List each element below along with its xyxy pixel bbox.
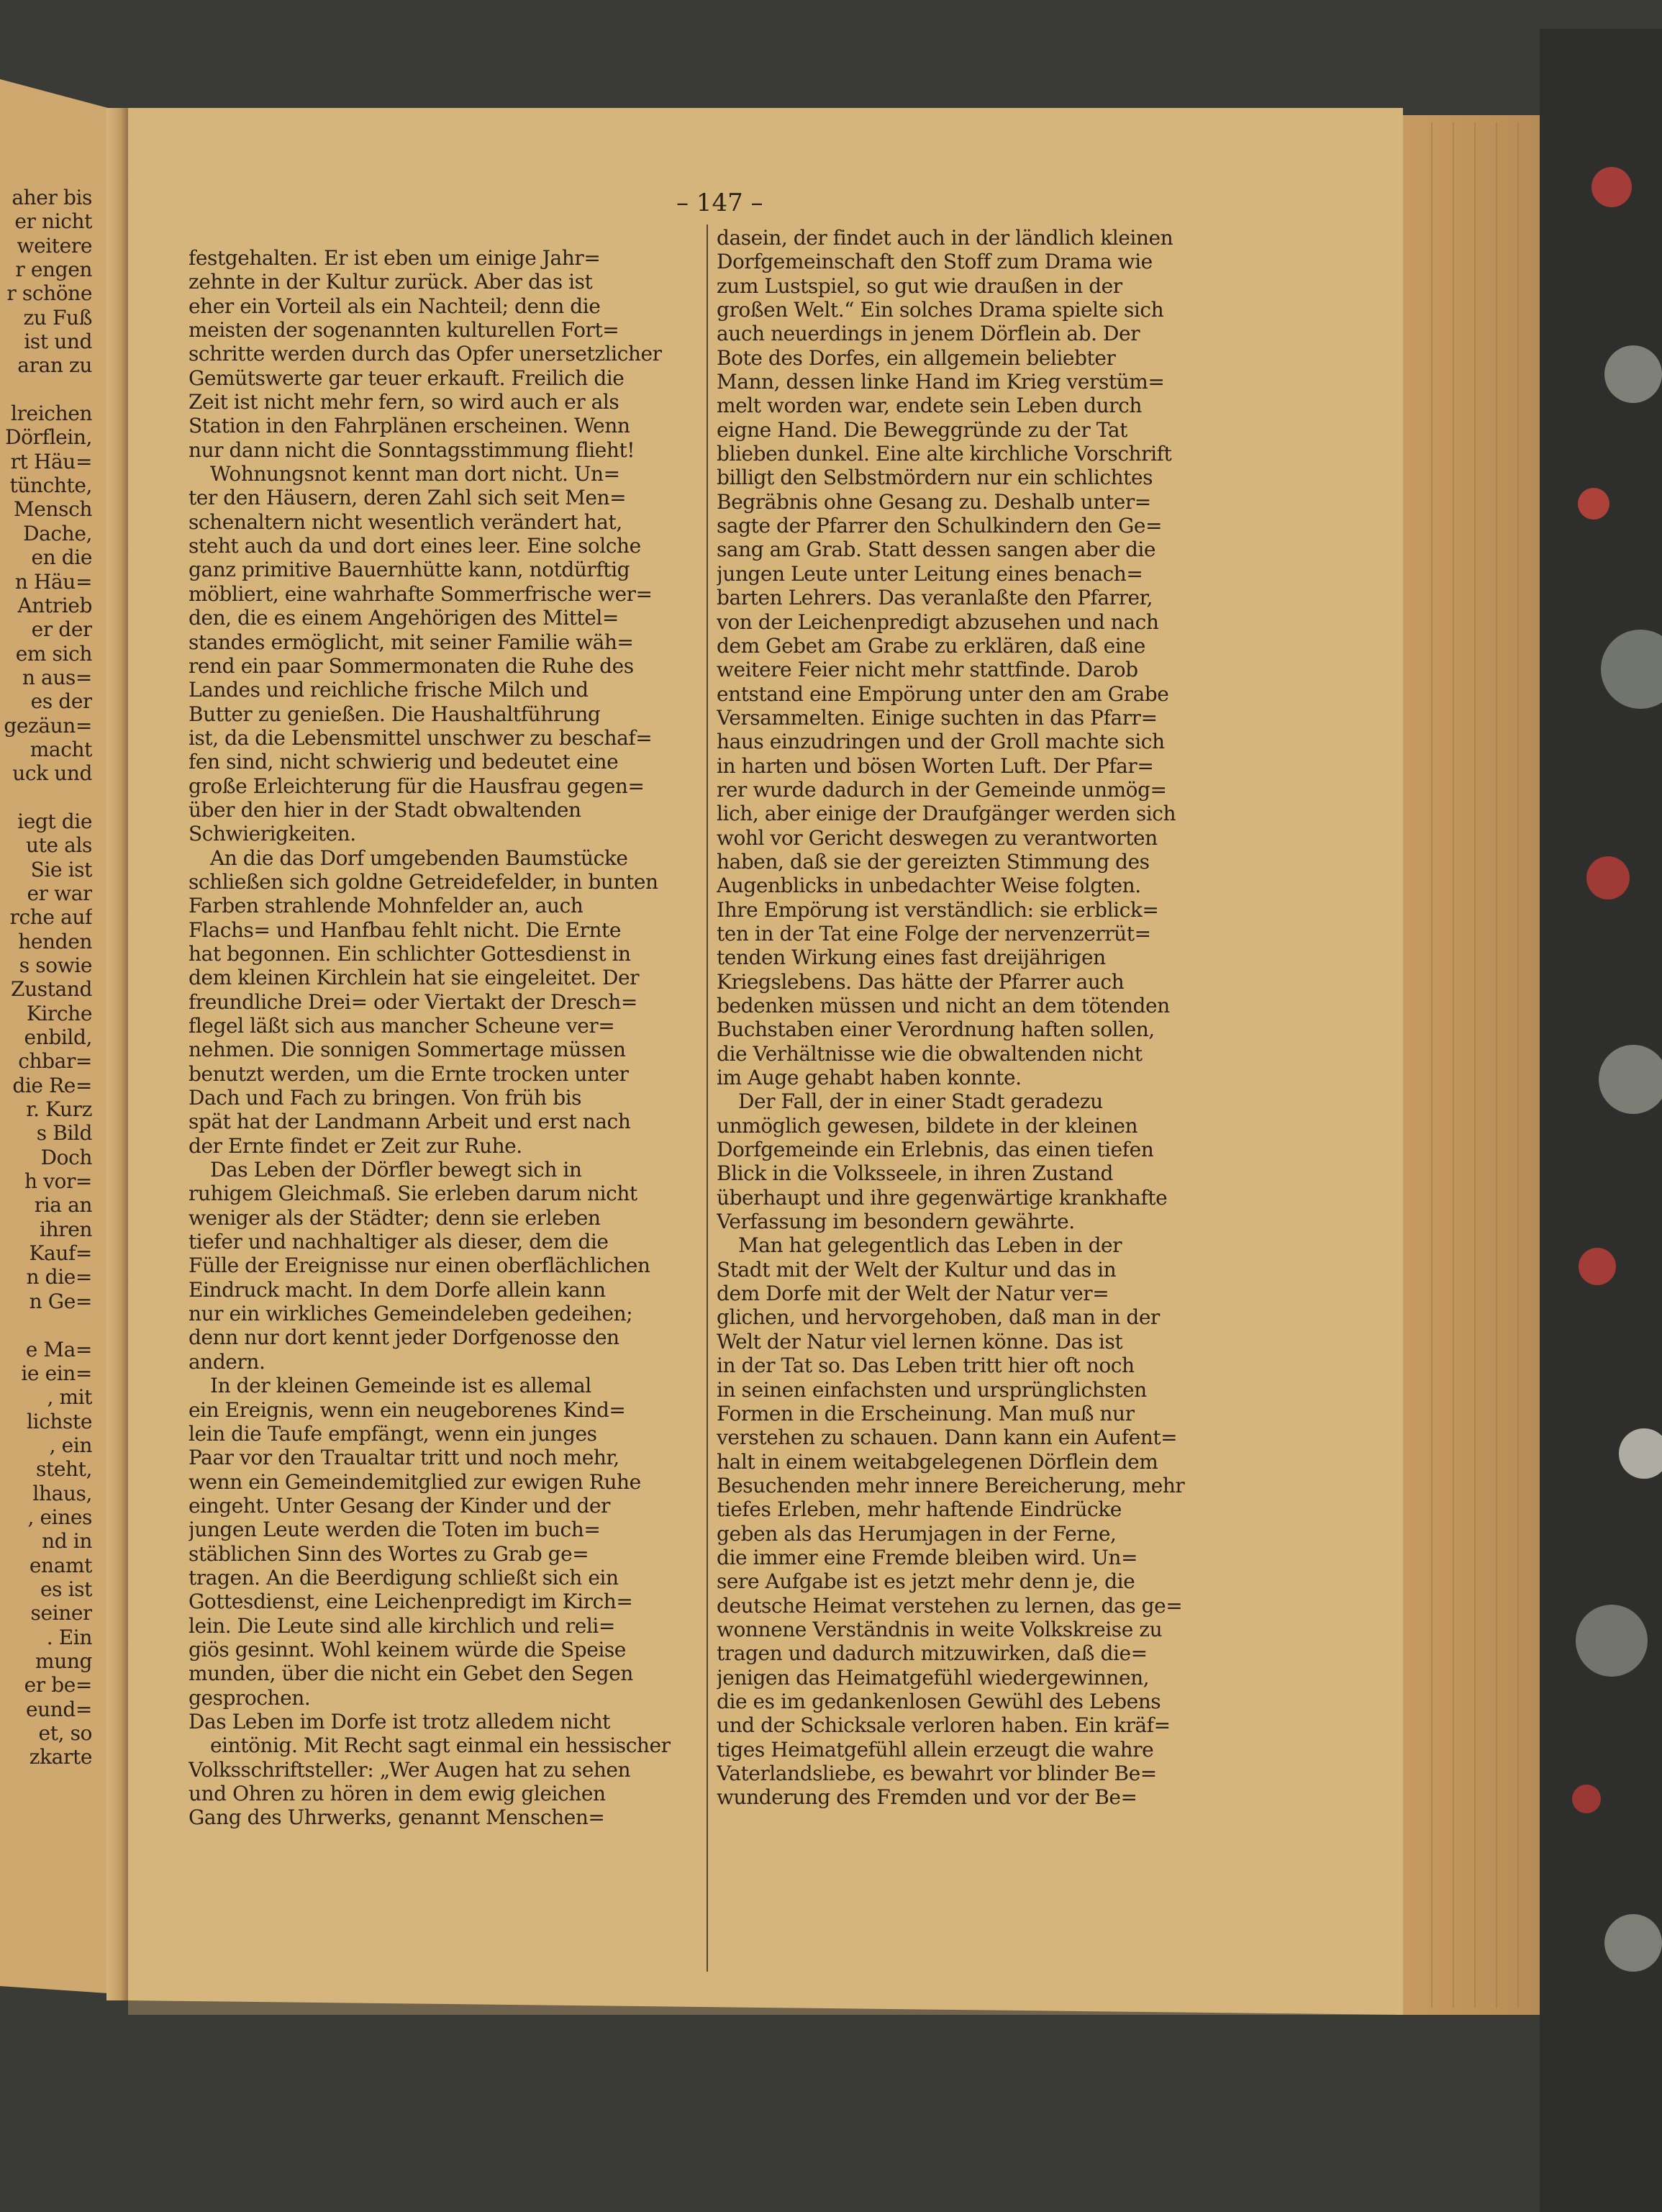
- text-line: wunderung des Fremden und vor der Be=: [717, 1785, 1137, 1810]
- text-line: Das Leben der Dörfler bewegt sich in: [210, 1158, 582, 1182]
- text-line: gesprochen.: [189, 1685, 311, 1710]
- text-line: Eindruck macht. In dem Dorfe allein kann: [189, 1277, 606, 1302]
- text-line: überhaupt und ihre gegenwärtige krankhafte: [717, 1185, 1168, 1210]
- text-line: die es im gedankenlosen Gewühl des Lebens: [717, 1689, 1161, 1713]
- text-line: über den hier in der Stadt obwaltenden: [189, 797, 581, 822]
- text-line: lich, aber einige der Draufgänger werden sich: [717, 802, 1176, 826]
- text-line: Landes und reichliche frische Milch und: [189, 678, 589, 702]
- text-line: Flachs= und Hanfbau fehlt nicht. Die Ernte: [189, 917, 621, 942]
- text-line: weitere: [17, 233, 92, 258]
- text-line: dem kleinen Kirchlein hat sie eingeleitet. Der: [189, 966, 640, 990]
- text-line: er war: [27, 881, 92, 905]
- text-line: An die das Dorf umgebenden Baumstücke: [210, 846, 628, 870]
- text-line: [0, 378, 92, 402]
- text-line: Gemütswerte gar teuer erkauft. Freilich die: [189, 366, 625, 390]
- text-line: uck und: [12, 761, 92, 786]
- text-line: von der Leichenpredigt abzusehen und nach: [717, 609, 1159, 634]
- text-line: Schwierigkeiten.: [189, 822, 356, 846]
- text-line: die Verhältnisse wie die obwaltenden nicht: [717, 1041, 1143, 1066]
- text-line: er be=: [24, 1673, 92, 1697]
- text-line: Vaterlandsliebe, es bewahrt vor blinder Be=: [717, 1762, 1157, 1785]
- text-line: chbar=: [18, 1049, 92, 1074]
- text-line: n Häu=: [14, 569, 92, 594]
- text-column-right: [717, 226, 1246, 1982]
- text-line: tünchte,: [9, 473, 92, 498]
- text-line: ruhigem Gleichmaß. Sie erleben darum nicht: [189, 1182, 637, 1206]
- text-line: Kauf=: [29, 1241, 92, 1266]
- text-line: Gottesdienst, eine Leichenpredigt im Kirch=: [189, 1590, 633, 1614]
- text-line: bedenken müssen und nicht an dem tötenden: [717, 994, 1170, 1017]
- text-line: halt in einem weitabgelegenen Dörflein dem: [717, 1449, 1158, 1474]
- text-line: in seinen einfachsten und ursprünglichsten: [717, 1377, 1147, 1402]
- text-line: Man hat gelegentlich das Leben in der: [738, 1233, 1122, 1258]
- text-line: benutzt werden, um die Ernte trocken unter: [189, 1061, 629, 1086]
- text-line: in harten und bösen Worten Luft. Der Pfar=: [717, 753, 1154, 778]
- text-line: . Ein: [46, 1625, 92, 1649]
- text-line: dem Dorfe mit der Welt der Natur ver=: [717, 1282, 1109, 1306]
- text-line: tragen und dadurch mitzuwirken, daß die=: [717, 1641, 1148, 1666]
- text-line: Der Fall, der in einer Stadt geradezu: [738, 1089, 1103, 1114]
- text-line: Farben strahlende Mohnfelder an, auch: [189, 894, 583, 918]
- text-line: in der Tat so. Das Leben tritt hier oft noch: [717, 1354, 1135, 1378]
- text-line: r engen: [15, 258, 92, 282]
- text-line: Verfassung im besondern gewährte.: [717, 1210, 1075, 1234]
- text-line: standes ermöglicht, mit seiner Familie wäh=: [189, 630, 634, 654]
- text-line: großen Welt.“ Ein solches Drama spielte sich: [717, 298, 1164, 322]
- text-line: ie ein=: [21, 1361, 92, 1385]
- text-line: eingeht. Unter Gesang der Kinder und der: [189, 1493, 610, 1518]
- text-line: Stadt mit der Welt der Kultur und das in: [717, 1257, 1117, 1282]
- text-line: e Ma=: [25, 1337, 92, 1361]
- text-line: [0, 786, 92, 810]
- text-line: steht,: [36, 1457, 92, 1482]
- text-line: schenaltern nicht wesentlich verändert hat,: [189, 509, 622, 534]
- text-line: dasein, der findet auch in der ländlich kleinen: [717, 226, 1173, 250]
- text-line: Gang des Uhrwerks, genannt Menschen=: [189, 1805, 605, 1830]
- text-line: spät hat der Landmann Arbeit und erst nach: [189, 1110, 631, 1134]
- text-line: glichen, und hervorgehoben, daß man in der: [717, 1305, 1160, 1330]
- text-line: Augenblicks in unbedachter Weise folgten.: [717, 874, 1141, 898]
- text-line: em sich: [15, 641, 92, 666]
- text-line: entstand eine Empörung unter den am Grabe: [717, 681, 1169, 706]
- text-line: nd in: [42, 1529, 92, 1554]
- text-line: es ist: [40, 1577, 92, 1601]
- text-line: mung: [35, 1649, 92, 1673]
- text-line: und Ohren zu hören in dem ewig gleichen: [189, 1782, 606, 1805]
- text-line: jungen Leute werden die Toten im buch=: [189, 1518, 601, 1542]
- text-line: Bote des Dorfes, ein allgemein beliebter: [717, 345, 1116, 370]
- text-line: billigt den Selbstmördern nur ein schlichtes: [717, 466, 1153, 490]
- text-line: n Ge=: [29, 1289, 92, 1313]
- text-line: tiefer und nachhaltiger als dieser, dem die: [189, 1230, 609, 1254]
- text-line: festgehalten. Er ist eben um einige Jahr=: [189, 246, 601, 270]
- text-line: lreichen: [11, 402, 92, 426]
- text-line: tragen. An die Beerdigung schließt sich ein: [189, 1565, 619, 1590]
- text-line: Station in den Fahrplänen erscheinen. Wenn: [189, 414, 630, 438]
- text-line: Dach und Fach zu bringen. Von früh bis: [189, 1086, 582, 1110]
- text-line: ihren: [40, 1217, 92, 1241]
- text-line: Zeit ist nicht mehr fern, so wird auch er als: [189, 390, 619, 414]
- text-line: aran zu: [17, 353, 92, 378]
- text-line: Dörflein,: [5, 425, 92, 450]
- text-line: rend ein paar Sommermonaten die Ruhe des: [189, 653, 634, 678]
- text-line: eintönig. Mit Recht sagt einmal ein hessischer: [210, 1733, 671, 1758]
- text-line: die immer eine Fremde bleiben wird. Un=: [717, 1545, 1138, 1569]
- text-line: Kriegslebens. Das hätte der Pfarrer auch: [717, 969, 1125, 994]
- text-line: sang am Grab. Statt dessen sangen aber die: [717, 538, 1156, 562]
- text-line: sagte der Pfarrer den Schulkindern den Ge=: [717, 514, 1163, 538]
- text-line: Dorfgemeinschaft den Stoff zum Drama wie: [717, 250, 1153, 274]
- text-line: weitere Feier nicht mehr stattfinde. Darob: [717, 658, 1138, 682]
- text-line: eund=: [25, 1697, 92, 1721]
- text-line: enbild,: [24, 1025, 92, 1050]
- text-line: lhaus,: [32, 1481, 92, 1505]
- text-line: Kirche: [26, 1001, 92, 1025]
- text-line: tenden Wirkung eines fast dreijährigen: [717, 946, 1106, 970]
- text-line: Welt der Natur viel lernen könne. Das ist: [717, 1329, 1123, 1354]
- text-line: Buchstaben einer Verordnung haften sollen,: [717, 1017, 1155, 1042]
- text-line: n die=: [26, 1265, 92, 1289]
- text-line: flegel läßt sich aus mancher Scheune ver=: [189, 1014, 615, 1038]
- text-line: Ihre Empörung ist verständlich: sie erblick=: [717, 897, 1159, 922]
- text-line: Volksschriftsteller: „Wer Augen hat zu sehen: [189, 1757, 631, 1782]
- text-line: , eines: [27, 1505, 92, 1529]
- text-line: zehnte in der Kultur zurück. Aber das ist: [189, 270, 593, 294]
- text-line: wenn ein Gemeindemitglied zur ewigen Ruhe: [189, 1469, 641, 1494]
- text-line: [0, 1313, 92, 1337]
- text-line: Wohnungsnot kennt man dort nicht. Un=: [210, 462, 620, 486]
- text-line: blieben dunkel. Eine alte kirchliche Vorschrift: [717, 442, 1172, 466]
- text-line: die Re=: [12, 1073, 92, 1097]
- page-number: – 147 –: [676, 189, 763, 217]
- text-line: s sowie: [19, 953, 92, 977]
- text-line: nur dann nicht die Sonntagsstimmung flieht!: [189, 438, 635, 462]
- text-line: zkarte: [29, 1745, 92, 1769]
- text-line: freundliche Drei= oder Viertakt der Dresch=: [189, 989, 637, 1014]
- text-line: große Erleichterung für die Hausfrau gegen=: [189, 774, 645, 798]
- text-line: s Bild: [36, 1121, 92, 1146]
- text-line: im Auge gehabt haben konnte.: [717, 1066, 1022, 1090]
- text-line: seiner: [30, 1601, 92, 1626]
- text-line: verstehen zu schauen. Dann kann ein Aufent=: [717, 1425, 1178, 1450]
- text-line: er nicht: [14, 209, 92, 234]
- text-line: giös gesinnt. Wohl keinem würde die Speise: [189, 1637, 626, 1662]
- previous-page-column: [0, 186, 92, 1956]
- text-line: ten in der Tat eine Folge der nervenzerrüt=: [717, 921, 1151, 946]
- text-line: nur ein wirkliches Gemeindeleben gedeihen;: [189, 1302, 633, 1326]
- text-line: es der: [30, 689, 92, 714]
- text-line: Mensch: [14, 497, 92, 522]
- text-line: r schöne: [6, 281, 92, 306]
- text-line: Antrieb: [17, 593, 92, 617]
- text-line: melt worden war, endete sein Leben durch: [717, 394, 1142, 418]
- text-line: ria an: [34, 1193, 92, 1218]
- text-line: Besuchenden mehr innere Bereicherung, mehr: [717, 1473, 1185, 1497]
- text-line: jungen Leute unter Leitung eines benach=: [717, 561, 1143, 586]
- text-line: Blick in die Volksseele, in ihren Zustand: [717, 1161, 1113, 1186]
- text-line: meisten der sogenannten kulturellen Fort=: [189, 318, 619, 343]
- text-line: denn nur dort kennt jeder Dorfgenosse den: [189, 1325, 619, 1350]
- text-line: , mit: [47, 1385, 92, 1410]
- text-line: n aus=: [22, 665, 92, 689]
- text-line: Versammelten. Einige suchten in das Pfarr=: [717, 705, 1158, 730]
- text-line: Das Leben im Dorfe ist trotz alledem nicht: [189, 1709, 610, 1733]
- text-line: fen sind, nicht schwierig und bedeutet eine: [189, 750, 619, 774]
- text-line: Butter zu genießen. Die Haushaltführung: [189, 702, 601, 726]
- text-line: eigne Hand. Die Beweggründe zu der Tat: [717, 417, 1127, 442]
- text-line: eher ein Vorteil als ein Nachteil; denn die: [189, 294, 601, 318]
- text-line: en die: [31, 545, 92, 570]
- text-line: möbliert, eine wahrhafte Sommerfrische wer=: [189, 581, 653, 606]
- text-line: hat begonnen. Ein schlichter Gottesdienst in: [189, 941, 631, 966]
- text-line: Fülle der Ereignisse nur einen oberflächlichen: [189, 1254, 650, 1278]
- text-line: ist, da die Lebensmittel unschwer zu beschaf=: [189, 725, 653, 750]
- text-line: et, so: [38, 1721, 92, 1745]
- text-line: zu Fuß: [23, 305, 92, 330]
- text-line: unmöglich gewesen, bildete in der kleinen: [717, 1113, 1138, 1138]
- text-line: rt Häu=: [10, 449, 92, 473]
- text-line: haben, daß sie der gereizten Stimmung des: [717, 849, 1150, 874]
- text-line: Doch: [40, 1145, 92, 1169]
- text-line: zum Lustspiel, so gut wie draußen in der: [717, 273, 1122, 298]
- text-line: tiefes Erleben, mehr haftende Eindrücke: [717, 1497, 1122, 1522]
- text-line: weniger als der Städter; denn sie erleben: [189, 1205, 601, 1230]
- text-line: der Ernte findet er Zeit zur Ruhe.: [189, 1133, 522, 1158]
- text-line: Mann, dessen linke Hand im Krieg verstüm=: [717, 370, 1165, 394]
- text-line: munden, über die nicht ein Gebet den Segen: [189, 1662, 633, 1686]
- text-line: gezäun=: [4, 713, 92, 738]
- text-line: r. Kurz: [26, 1097, 92, 1122]
- text-line: In der kleinen Gemeinde ist es allemal: [210, 1374, 591, 1398]
- text-line: nehmen. Die sonnigen Sommertage müssen: [189, 1038, 626, 1062]
- text-line: jenigen das Heimatgefühl wiedergewinnen,: [717, 1665, 1150, 1690]
- text-column-left: [189, 246, 701, 2002]
- text-line: lein. Die Leute sind alle kirchlich und reli=: [189, 1613, 615, 1638]
- text-line: Begräbnis ohne Gesang zu. Deshalb unter=: [717, 489, 1151, 514]
- text-line: sere Aufgabe ist es jetzt mehr denn je, die: [717, 1569, 1135, 1594]
- text-line: , ein: [49, 1433, 92, 1457]
- text-line: wohl vor Gericht deswegen zu verantworten: [717, 825, 1158, 850]
- text-line: dem Gebet am Grabe zu erklären, daß eine: [717, 633, 1145, 658]
- text-line: Formen in die Erscheinung. Man muß nur: [717, 1401, 1135, 1425]
- text-line: schließen sich goldne Getreidefelder, in bunten: [189, 869, 658, 894]
- text-line: rer wurde dadurch in der Gemeinde unmög=: [717, 777, 1167, 802]
- text-line: er der: [31, 617, 92, 642]
- text-line: steht auch da und dort eines leer. Eine solche: [189, 534, 641, 558]
- text-line: aher bis: [12, 186, 92, 209]
- text-line: macht: [29, 737, 92, 761]
- text-line: barten Lehrers. Das veranlaßte den Pfarrer,: [717, 586, 1153, 610]
- text-line: rche auf: [9, 905, 92, 930]
- text-line: Zustand: [11, 977, 92, 1002]
- text-line: iegt die: [17, 809, 92, 833]
- text-line: auch neuerdings in jenem Dörflein ab. Der: [717, 322, 1140, 346]
- text-line: stäblichen Sinn des Wortes zu Grab ge=: [189, 1541, 589, 1566]
- text-line: Dorfgemeinde ein Erlebnis, das einen tiefen: [717, 1138, 1154, 1162]
- text-line: ganz primitive Bauernhütte kann, notdürftig: [189, 558, 630, 582]
- text-line: ist und: [24, 330, 92, 354]
- text-line: Sie ist: [30, 857, 92, 881]
- text-line: andern.: [189, 1349, 265, 1374]
- text-line: schritte werden durch das Opfer unersetzlicher: [189, 342, 662, 366]
- text-line: h vor=: [24, 1169, 92, 1194]
- text-line: den, die es einem Angehörigen des Mittel=: [189, 606, 619, 630]
- text-line: haus einzudringen und der Groll machte sich: [717, 730, 1165, 754]
- text-line: tiges Heimatgefühl allein erzeugt die wahre: [717, 1737, 1154, 1762]
- text-line: Dache,: [23, 521, 92, 545]
- text-line: geben als das Herumjagen in der Ferne,: [717, 1521, 1117, 1546]
- text-line: Paar vor den Traualtar tritt und noch mehr,: [189, 1446, 619, 1470]
- text-line: ute als: [26, 833, 92, 858]
- text-line: wonnene Verständnis in weite Volkskreise zu: [717, 1617, 1163, 1641]
- text-line: und der Schicksale verloren haben. Ein kräf=: [717, 1713, 1171, 1738]
- text-line: lichste: [26, 1409, 92, 1433]
- text-line: ein Ereignis, wenn ein neugeborenes Kind=: [189, 1397, 626, 1422]
- text-line: deutsche Heimat verstehen zu lernen, das ge=: [717, 1593, 1183, 1618]
- text-line: henden: [18, 929, 92, 953]
- text-line: enamt: [29, 1553, 92, 1577]
- text-line: lein die Taufe empfängt, wenn ein junges: [189, 1421, 597, 1446]
- text-line: ter den Häusern, deren Zahl sich seit Men=: [189, 486, 627, 510]
